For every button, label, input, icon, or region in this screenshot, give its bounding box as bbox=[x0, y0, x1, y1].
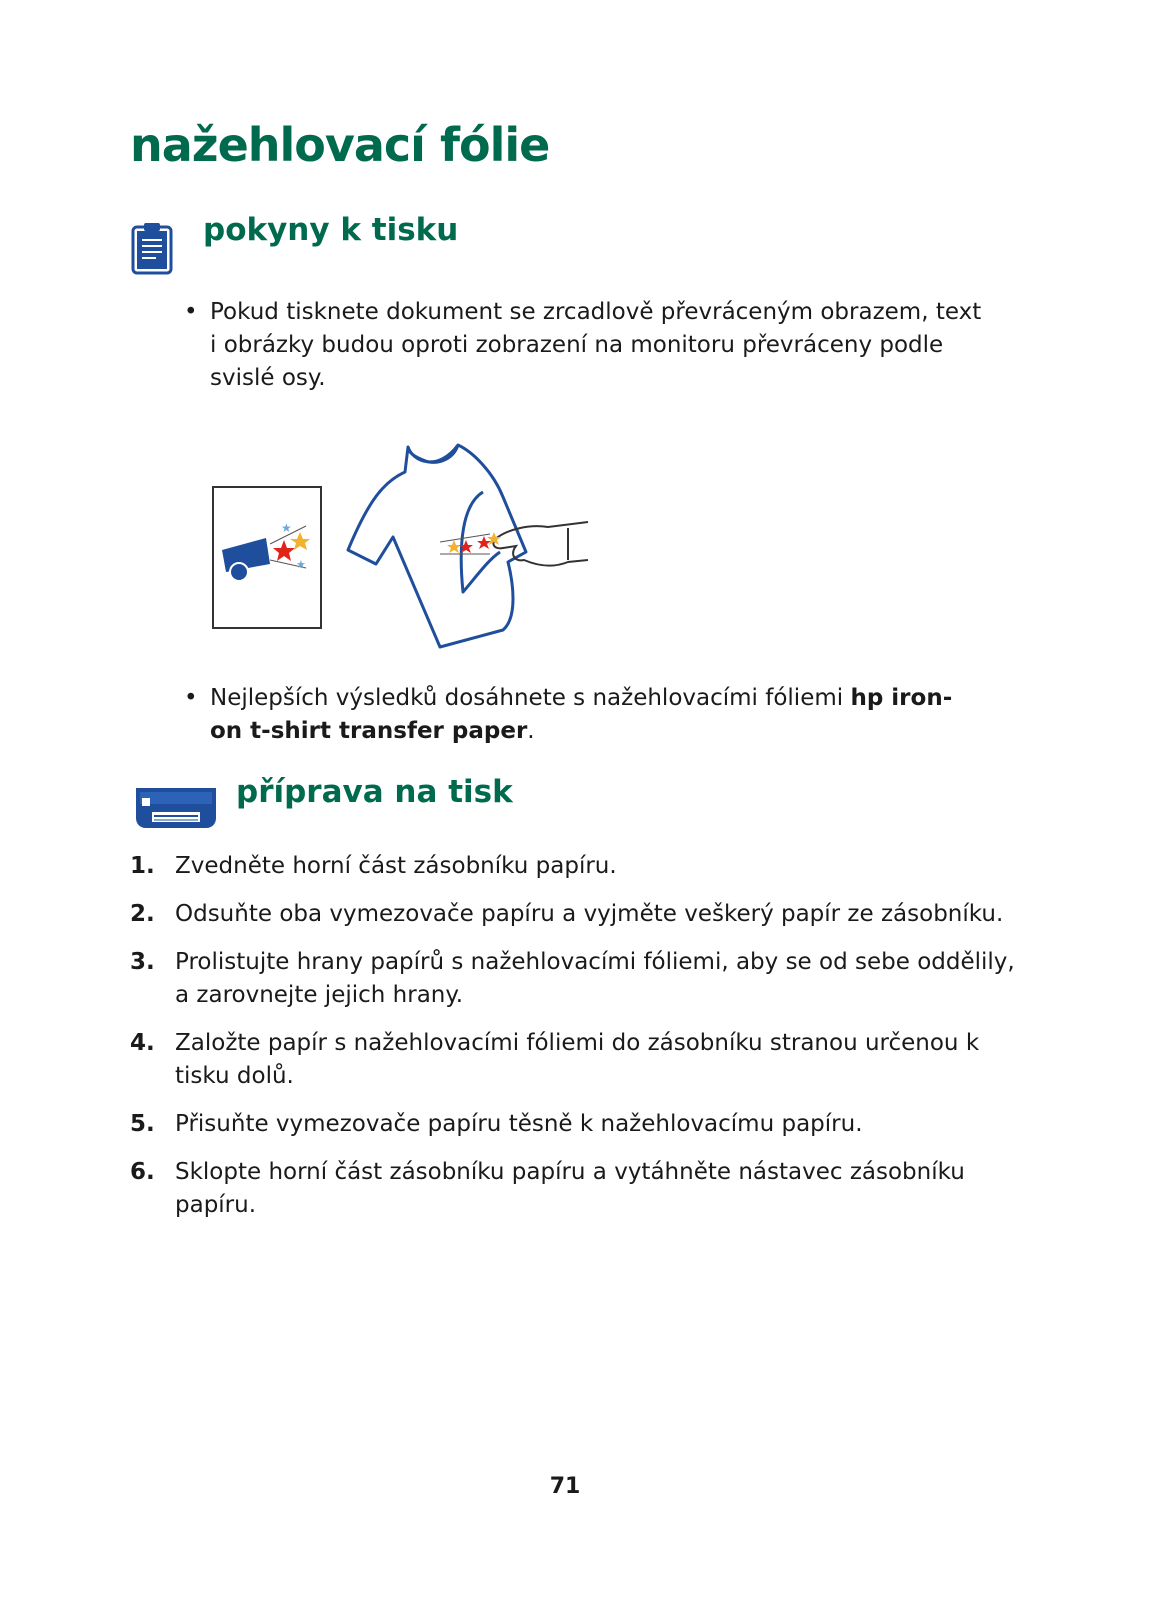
step-item bbox=[130, 1156, 1020, 1222]
iron-on-transfer-illustration bbox=[208, 442, 598, 657]
step-number: 4. bbox=[130, 1030, 155, 1056]
bullet-text: Pokud tisknete dokument se zrcadlově převráceným obrazem, text i obrázky budou oproti zobrazení na monitoru převráceny podle svislé osy. bbox=[210, 299, 982, 391]
step-text: Přisuňte vymezovače papíru těsně k nažehlovacímu papíru. bbox=[175, 1111, 863, 1137]
bullet-text-plain: Nejlepších výsledků dosáhnete s nažehlovacími fóliemi bbox=[210, 685, 851, 711]
bullet-dot: • bbox=[184, 299, 198, 325]
step-number: 3. bbox=[130, 949, 155, 975]
page-title: nažehlovací fólie bbox=[130, 118, 550, 172]
step-number: 5. bbox=[130, 1111, 155, 1137]
bullet-item bbox=[184, 682, 984, 748]
step-item bbox=[130, 850, 1020, 883]
clipboard-notes-icon bbox=[130, 222, 176, 276]
step-number: 6. bbox=[130, 1159, 155, 1185]
step-text: Zvedněte horní část zásobníku papíru. bbox=[175, 853, 617, 879]
tshirt-graphic bbox=[348, 445, 526, 647]
bullet-item bbox=[184, 296, 984, 395]
bullet-text bbox=[184, 682, 984, 748]
step-item bbox=[130, 1108, 1020, 1141]
step-item bbox=[130, 898, 1020, 931]
step-text: Založte papír s nažehlovacími fóliemi do zásobníku stranou určenou k tisku dolů. bbox=[175, 1030, 980, 1089]
hand-graphic bbox=[493, 522, 588, 566]
step-text: Odsuňte oba vymezovače papíru a vyjměte veškerý papír ze zásobníku. bbox=[175, 901, 1004, 927]
bullet-dot: • bbox=[184, 685, 198, 711]
bullet-text-end: . bbox=[527, 718, 535, 744]
step-text: Sklopte horní část zásobníku papíru a vytáhněte nástavec zásobníku papíru. bbox=[175, 1159, 965, 1218]
shirt-stars bbox=[440, 532, 501, 554]
section-heading-print-guidelines: pokyny k tisku bbox=[203, 212, 459, 248]
step-item bbox=[130, 946, 1020, 1012]
svg-text:★: ★ bbox=[281, 521, 292, 535]
step-number: 2. bbox=[130, 901, 155, 927]
steps-list bbox=[130, 850, 1020, 1237]
step-text: Prolistujte hrany papírů s nažehlovacími fóliemi, aby se od sebe oddělily, a zarovnejte jejich hrany. bbox=[175, 949, 1015, 1008]
page-number: 71 bbox=[549, 1474, 581, 1499]
svg-text:★: ★ bbox=[296, 558, 306, 571]
step-item bbox=[130, 1027, 1020, 1093]
step-number: 1. bbox=[130, 853, 155, 879]
section-heading-print-preparation: příprava na tisk bbox=[236, 774, 513, 810]
product-name: hp iron-on t-shirt transfer paper bbox=[210, 685, 953, 744]
printer-icon bbox=[132, 784, 220, 832]
